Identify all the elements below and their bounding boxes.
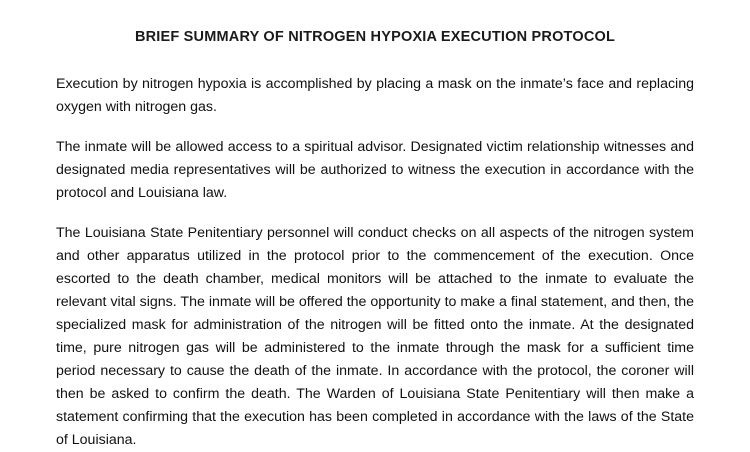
paragraph-procedure: The Louisiana State Penitentiary personnel will conduct checks on all aspects of the nitrogen system and other apparatus utilized in the protocol prior to the commencement of the execution. Once escorted to the death chamber, medical monitors will be attached to the inmate to evaluate the relevant vital signs. The inmate will be offered the opportunity to make a final statement, and then, the specialized mask for administration of the nitrogen will be fitted onto the inmate. At the designated time, pure nitrogen gas will be administered to the inmate through the mask for a sufficient time period necessary to cause the death of the inmate. In accordance with the protocol, the coroner will then be asked to confirm the death. The Warden of Louisiana State Penitentiary will then make a statement confirming that the execution has been completed in accordance with the laws of the State of Louisiana. <box>56 224 694 448</box>
paragraph-witnesses: The inmate will be allowed access to a spiritual advisor. Designated victim relationship witnesses and designated media representatives will be authorized to witness the execution in accordance with the protocol and Louisiana law. <box>56 138 694 201</box>
paragraph-overview: Execution by nitrogen hypoxia is accomplished by placing a mask on the inmate’s face and replacing oxygen with nitrogen gas. <box>56 75 694 115</box>
page-title: BRIEF SUMMARY OF NITROGEN HYPOXIA EXECUTION PROTOCOL <box>134 29 616 45</box>
